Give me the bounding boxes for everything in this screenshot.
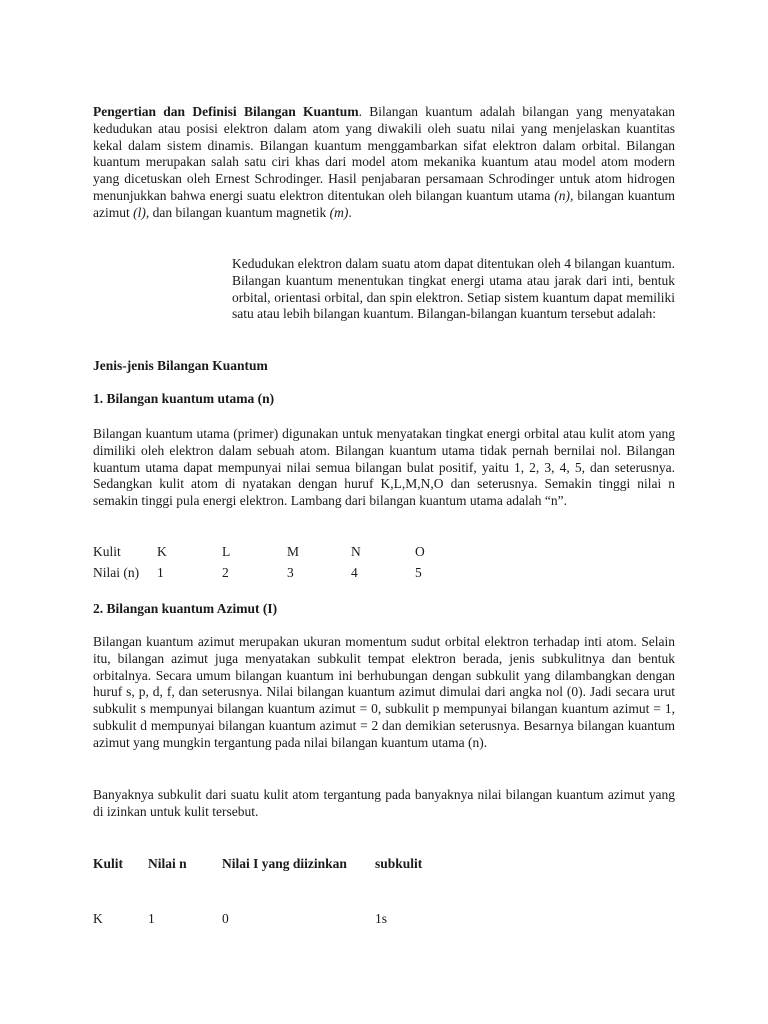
intro-paragraph [93,104,675,222]
symbol-l: (l), [133,204,150,220]
table1-cell: O [415,544,425,559]
heading-kuantum-azimut: 2. Bilangan kuantum Azimut (I) [93,601,278,616]
symbol-m: (m) [329,204,349,220]
intro-text-2: bilangan kuantum azimut [93,187,675,220]
table2-cell: 0 [222,911,229,926]
table2-cell: 1 [148,911,155,926]
table2-header: Nilai I yang diizinkan [222,856,347,871]
table2-header: subkulit [375,856,423,871]
table2-header: Nilai n [148,856,187,871]
intro-text-3: dan bilangan kuantum magnetik [149,204,330,220]
table1-cell: N [351,544,361,559]
heading-kuantum-utama: 1. Bilangan kuantum utama (n) [93,391,275,406]
table1-cell: 3 [287,565,294,580]
table1-cell: 4 [351,565,358,580]
table2-cell: 1s [375,911,388,926]
symbol-n: (n), [554,187,574,203]
paragraph-banyak-subkulit: Banyaknya subkulit dari suatu kulit atom tergantung pada banyaknya nilai bilangan kuantum azimut yang di izinkan untuk kulit tersebut. [93,787,675,819]
table1-cell: L [222,544,231,559]
paragraph-kuantum-azimut: Bilangan kuantum azimut merupakan ukuran momentum sudut orbital elektron terhadap inti atom. Selain itu, bilangan azimut juga menyatakan subkulit tempat elektron berada, jenis subkulitnya dan bentuk orbitalnya. Secara umum bilangan kuantum ini berhubungan dengan subkulit yang dilambangkan dengan huruf s, p, d, f, dan seterusnya. Nilai bilangan kuantum azimut dimulai dari angka nol (0). Jadi secara urut subkulit s mempunyai bilangan kuantum azimut = 0, subkulit p mempunyai bilangan kuantum azimut = 1, subkulit d mempunyai bilangan kuantum azimut = 2 dan demikian seterusnya. Besarnya bilangan kuantum azimut yang mungkin tergantung pada nilai bilangan kuantum utama (n). [93,634,675,750]
table1-cell: 2 [222,565,229,580]
intro-title: Pengertian dan Definisi Bilangan Kuantum [93,104,359,119]
indented-paragraph: Kedudukan elektron dalam suatu atom dapat ditentukan oleh 4 bilangan kuantum. Bilangan kuantum menentukan tingkat energi utama atau jarak dari inti, bentuk orbital, orientasi orbital, dan spin elektron. Setiap sistem kuantum dapat memiliki satu atau lebih bilangan kuantum. Bilangan-bilangan kuantum tersebut adalah: [232,256,675,322]
intro-text-4: . [348,204,352,220]
table2-cell: K [93,911,103,926]
table1-cell: M [287,544,300,559]
table1-cell: 1 [157,565,164,580]
table1-cell: 5 [415,565,422,580]
table1-cell: K [157,544,167,559]
table1-header-nilai: Nilai (n) [93,565,140,580]
intro-text-1: . Bilangan kuantum adalah bilangan yang menyatakan kedudukan atau posisi elektron dalam atom yang diwakili oleh suatu nilai yang menjelaskan kuantitas kekal dalam sistem dinamis. Bilangan kuantum menggambarkan sifat elektron dalam orbital. Bilangan kuantum merupakan salah satu ciri khas dari model atom mekanika kuantum atau model atom modern yang dicetuskan oleh Ernest Schrodinger. Hasil penjabaran persamaan Schrodinger untuk atom hidrogen menunjukkan bahwa energi suatu elektron ditentukan oleh bilangan kuantum utama [93,104,675,203]
table2-header: Kulit [93,856,124,871]
paragraph-kuantum-utama: Bilangan kuantum utama (primer) digunakan untuk menyatakan tingkat energi orbital atau kulit atom yang dimiliki oleh elektron dalam sebuah atom. Bilangan kuantum utama tidak pernah bernilai nol. Bilangan kuantum utama dapat mempunyai nilai semua bilangan bulat positif, yaitu 1, 2, 3, 4, 5, dan seterusnya. Sedangkan kulit atom di nyatakan dengan huruf K,L,M,N,O dan seterusnya. Semakin tinggi nilai n semakin tinggi pula energi elektron. Lambang dari bilangan kuantum utama adalah “n”. [93,426,675,509]
table1-header-kulit: Kulit [93,544,121,559]
heading-jenis: Jenis-jenis Bilangan Kuantum [93,358,268,373]
